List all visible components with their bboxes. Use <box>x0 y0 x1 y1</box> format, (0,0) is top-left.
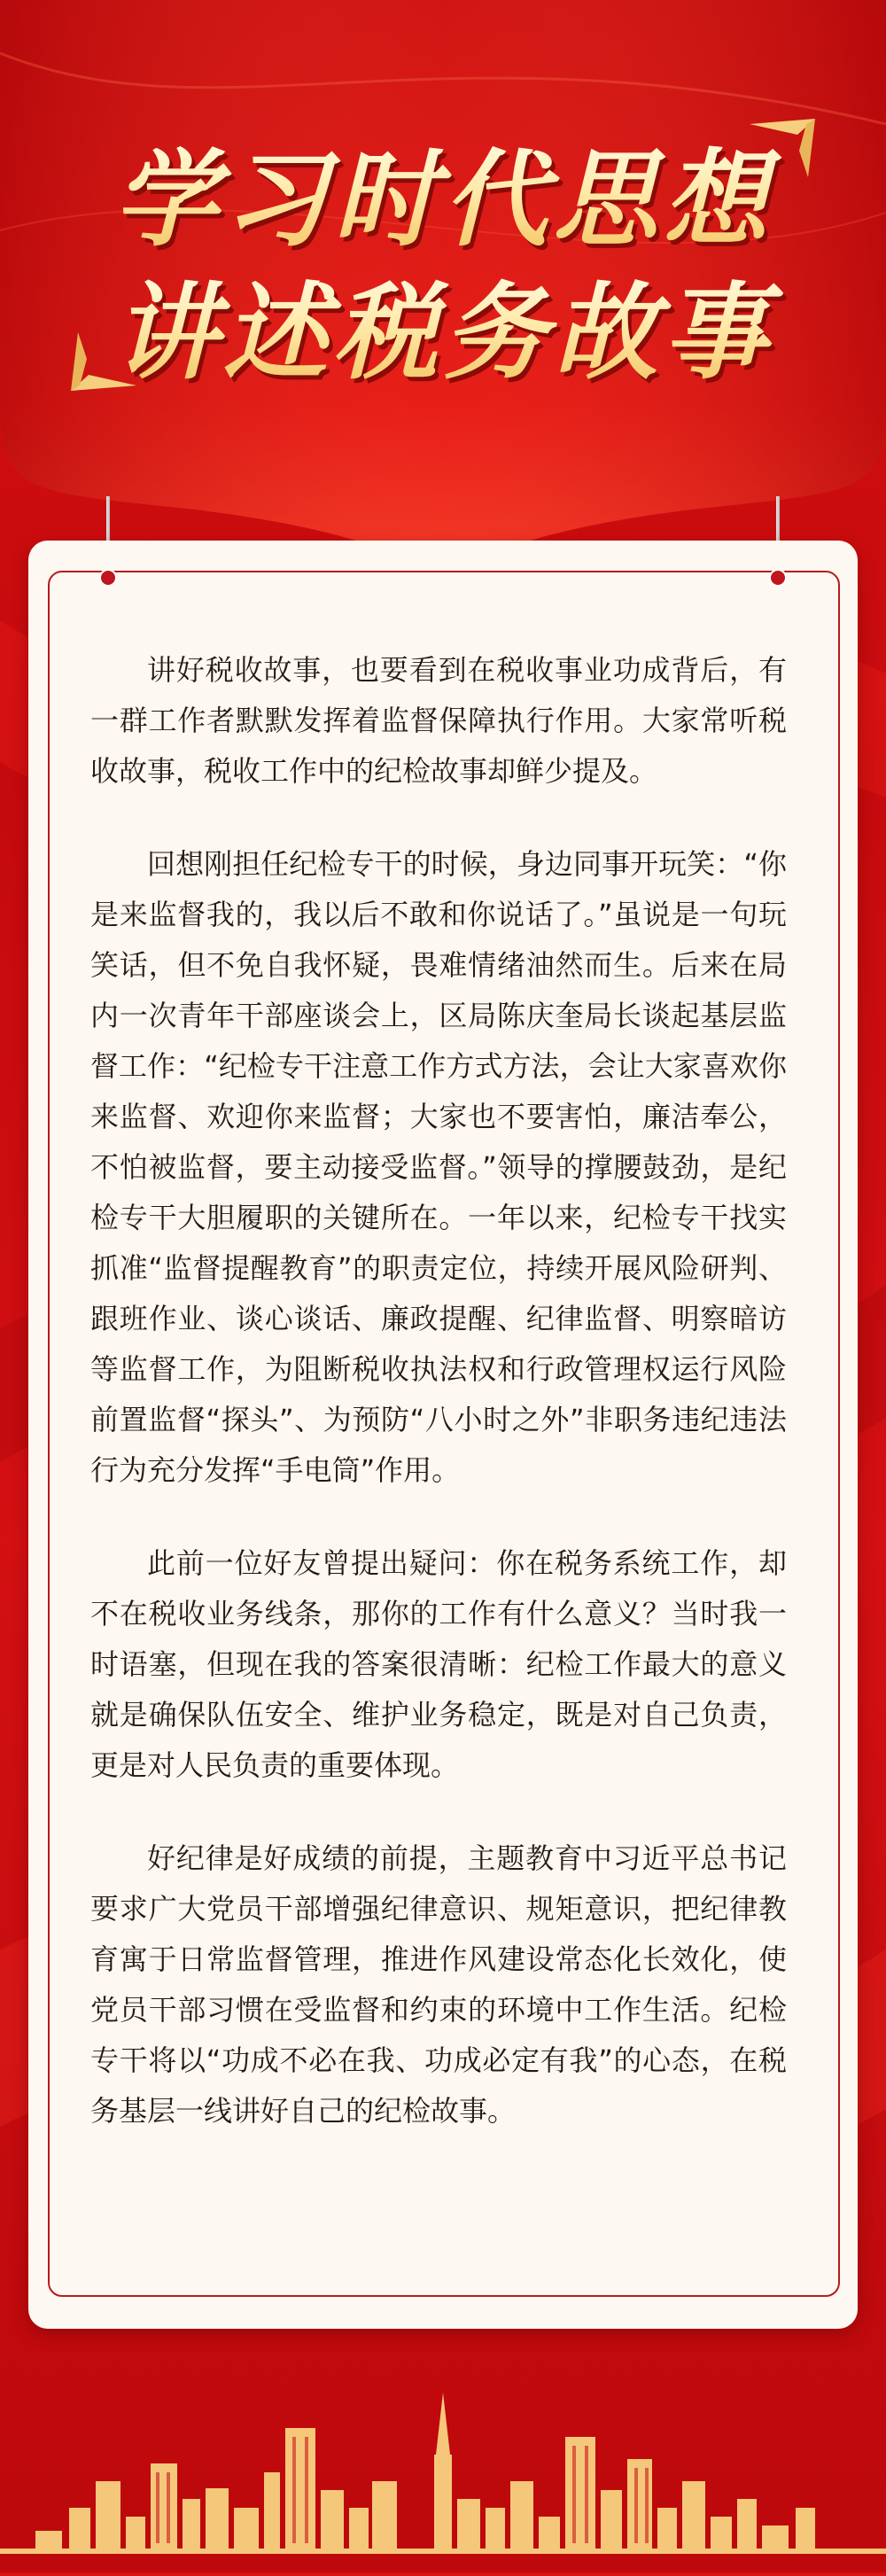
hanger-pin-right <box>769 569 787 587</box>
title-line-1: 学习时代思想 <box>0 133 886 266</box>
header-banner <box>0 0 886 567</box>
article-paragraph: 讲好税收故事，也要看到在税收事业功成背后，有一群工作者默默发挥着监督保障执行作用。大家常听税收故事，税收工作中的纪检故事却鲜少提及。 <box>90 653 787 788</box>
city-skyline-icon <box>0 2375 886 2572</box>
article-paragraph: 好纪律是好成绩的前提，主题教育中习近平总书记要求广大党员干部增强纪律意识、规矩意识，把纪律教育寓于日常监督管理，推进作风建设常态化长效化，使党员干部习惯在受监督和约束的环境中工作生活。纪检专干将以“功成不必在我、功成必定有我”的心态，在税务基层一线讲好自己的纪检故事。 <box>90 1841 787 2128</box>
article-card <box>28 541 858 2329</box>
page-title <box>0 133 886 399</box>
article-paragraph: 此前一位好友曾提出疑问：你在税务系统工作，却不在税收业务线条，那你的工作有什么意义？当时我一时语塞，但现在我的答案很清晰：纪检工作最大的意义就是确保队伍安全、维护业务稳定，既是对自己负责，更是对人民负责的重要体现。 <box>90 1546 787 1782</box>
article-body <box>90 645 787 2179</box>
article-paragraph: 回想刚担任纪检专干的时候，身边同事开玩笑：“你是来监督我的，我以后不敢和你说话了。”虽说是一句玩笑话，但不免自我怀疑，畏难情绪油然而生。后来在局内一次青年干部座谈会上，区局陈庆奎局长谈起基层监督工作：“纪检专干注意工作方式方法，会让大家喜欢你来监督、欢迎你来监督；大家也不要害怕，廉洁奉公，不怕被监督，要主动接受监督。”领导的撑腰鼓劲，是纪检专干大胆履职的关键所在。一年以来，纪检专干找实抓准“监督提醒教育”的职责定位，持续开展风险研判、跟班作业、谈心谈话、廉政提醒、纪律监督、明察暗访等监督工作，为阻断税收执法权和行政管理权运行风险前置监督“探头”、为预防“八小时之外”非职务违纪违法行为充分发挥“手电筒”作用。 <box>90 847 787 1487</box>
hanger-pin-left <box>99 569 117 587</box>
title-line-2: 讲述税务故事 <box>0 266 886 399</box>
